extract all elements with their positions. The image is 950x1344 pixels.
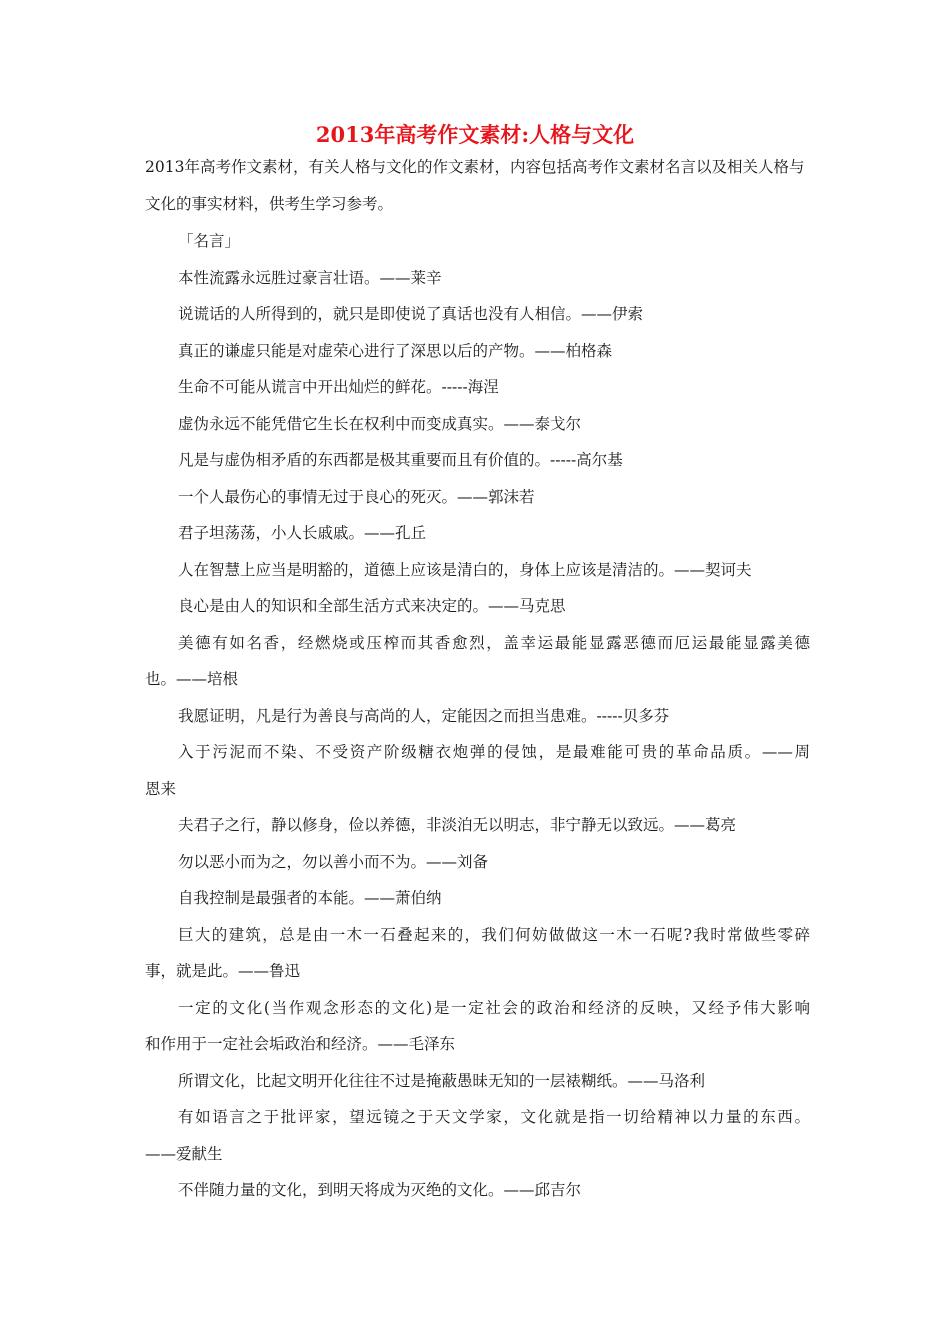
quote-line: 人在智慧上应当是明豁的，道德上应该是清白的，身体上应该是清洁的。——契诃夫 xyxy=(178,560,752,579)
quote-line-continuation: 恩来 xyxy=(145,779,177,798)
quote-line: 一个人最伤心的事情无过于良心的死灭。——郭沫若 xyxy=(178,487,535,506)
quote-line: 君子坦荡荡，小人长戚戚。——孔丘 xyxy=(178,524,427,542)
quote-line: 生命不可能从谎言中开出灿烂的鲜花。-----海涅 xyxy=(178,378,499,396)
section-label: 「名言」 xyxy=(178,232,241,250)
quote-line-continuation: 事，就是此。——鲁迅 xyxy=(145,962,301,980)
quote-line: 自我控制是最强者的本能。——萧伯纳 xyxy=(178,889,442,907)
quote-line: 说谎话的人所得到的，就只是即使说了真话也没有人相信。——伊索 xyxy=(178,305,644,323)
quote-line: 本性流露永远胜过豪言壮语。——莱辛 xyxy=(178,268,442,287)
quote-line-continuation: 和作用于一定社会垢政治和经济。——毛泽东 xyxy=(145,1035,456,1053)
quote-line: 真正的谦虚只能是对虚荣心进行了深思以后的产物。——柏格森 xyxy=(178,341,613,360)
quote-line: 凡是与虚伪相矛盾的东西都是极其重要而且有价值的。-----高尔基 xyxy=(178,451,623,469)
quote-line: 一定的文化(当作观念形态的文化)是一定社会的政治和经济的反映，又经予伟大影响 xyxy=(178,998,810,1017)
quote-line: 不伴随力量的文化，到明天将成为灭绝的文化。——邱吉尔 xyxy=(178,1181,582,1199)
quote-line: 我愿证明，凡是行为善良与高尚的人，定能因之而担当患难。-----贝多芬 xyxy=(178,706,670,725)
intro-paragraph: 2013年高考作文素材，有关人格与文化的作文素材，内容包括高考作文素材名言以及相关人格与文化的事实材料，供考生学习参考。 xyxy=(145,158,805,213)
quote-line: 所谓文化，比起文明开化往往不过是掩蔽愚昧无知的一层裱糊纸。——马洛利 xyxy=(178,1071,706,1090)
quote-line: 巨大的建筑，总是由一木一石叠起来的，我们何妨做做这一木一石呢?我时常做些零碎 xyxy=(178,925,810,944)
quote-line: 勿以恶小而为之，勿以善小而不为。——刘备 xyxy=(178,852,489,871)
quote-line: 良心是由人的知识和全部生活方式来决定的。——马克思 xyxy=(178,597,566,615)
quote-line-continuation: ——爱献生 xyxy=(145,1144,223,1163)
quotes-section xyxy=(145,223,810,1209)
quote-line: 有如语言之于批评家，望远镜之于天文学家，文化就是指一切给精神以力量的东西。 xyxy=(178,1108,810,1126)
quote-line: 美德有如名香，经燃烧或压榨而其香愈烈，盖幸运最能显露恶德而厄运最能显露美德 xyxy=(178,633,810,652)
quote-line: 入于污泥而不染、不受资产阶级糖衣炮弹的侵蚀，是最难能可贵的革命品质。——周 xyxy=(178,743,810,761)
document-title: 2013年高考作文素材:人格与文化 xyxy=(315,122,635,147)
quote-line: 夫君子之行，静以修身，俭以养德，非淡泊无以明志，非宁静无以致远。——葛亮 xyxy=(178,816,737,834)
quote-line-continuation: 也。——培根 xyxy=(145,670,239,688)
quote-line: 虚伪永远不能凭借它生长在权利中而变成真实。——泰戈尔 xyxy=(178,414,582,433)
